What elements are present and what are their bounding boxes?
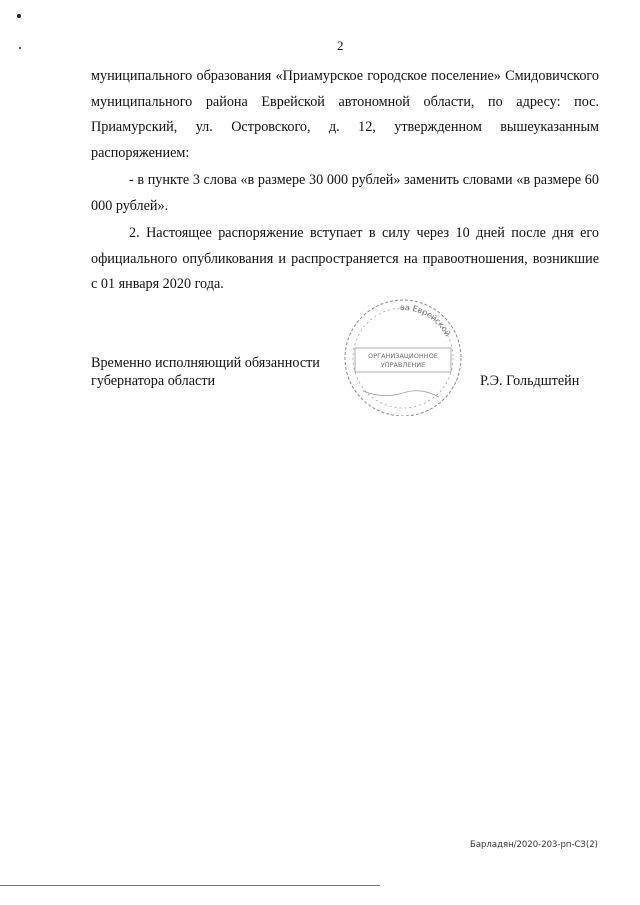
paragraph-continuation: муниципального образования «Приамурское городское поселение» Смидовичского муниципального района Еврейской автономной области, по адресу: пос. Приамурский, ул. Островского, д. 12, утвержденном вышеуказанным распоряжением: xyxy=(91,68,599,161)
official-stamp xyxy=(333,296,473,416)
stamp-arc-text: ва Еврейской xyxy=(399,302,453,338)
stamp-center-line-1: ОРГАНИЗАЦИОННОЕ xyxy=(368,352,438,360)
stamp-center-line-2: УПРАВЛЕНИЕ xyxy=(380,361,426,369)
signatory-name: Р.Э. Гольдштейн xyxy=(480,373,580,389)
signatory-position-line-1: Временно исполняющий обязанности xyxy=(91,355,320,371)
scan-speck xyxy=(17,14,21,18)
document-code: Барладян/2020-203-рп-СЗ(2) xyxy=(470,840,598,850)
signatory-position xyxy=(91,354,320,390)
paragraph-effective-date: 2. Настоящее распоряжение вступает в силу через 10 дней после дня его официального опубликования и распространяется на правоотношения, возникшие с 01 января 2020 года. xyxy=(91,225,599,292)
signatory-position-line-2: губернатора области xyxy=(91,373,216,389)
scan-speck xyxy=(19,47,21,49)
footer-divider xyxy=(0,885,380,886)
page-number: 2 xyxy=(337,38,344,53)
paragraph-amendment: - в пункте 3 слова «в размере 30 000 рублей» заменить словами «в размере 60 000 рублей». xyxy=(91,172,599,214)
